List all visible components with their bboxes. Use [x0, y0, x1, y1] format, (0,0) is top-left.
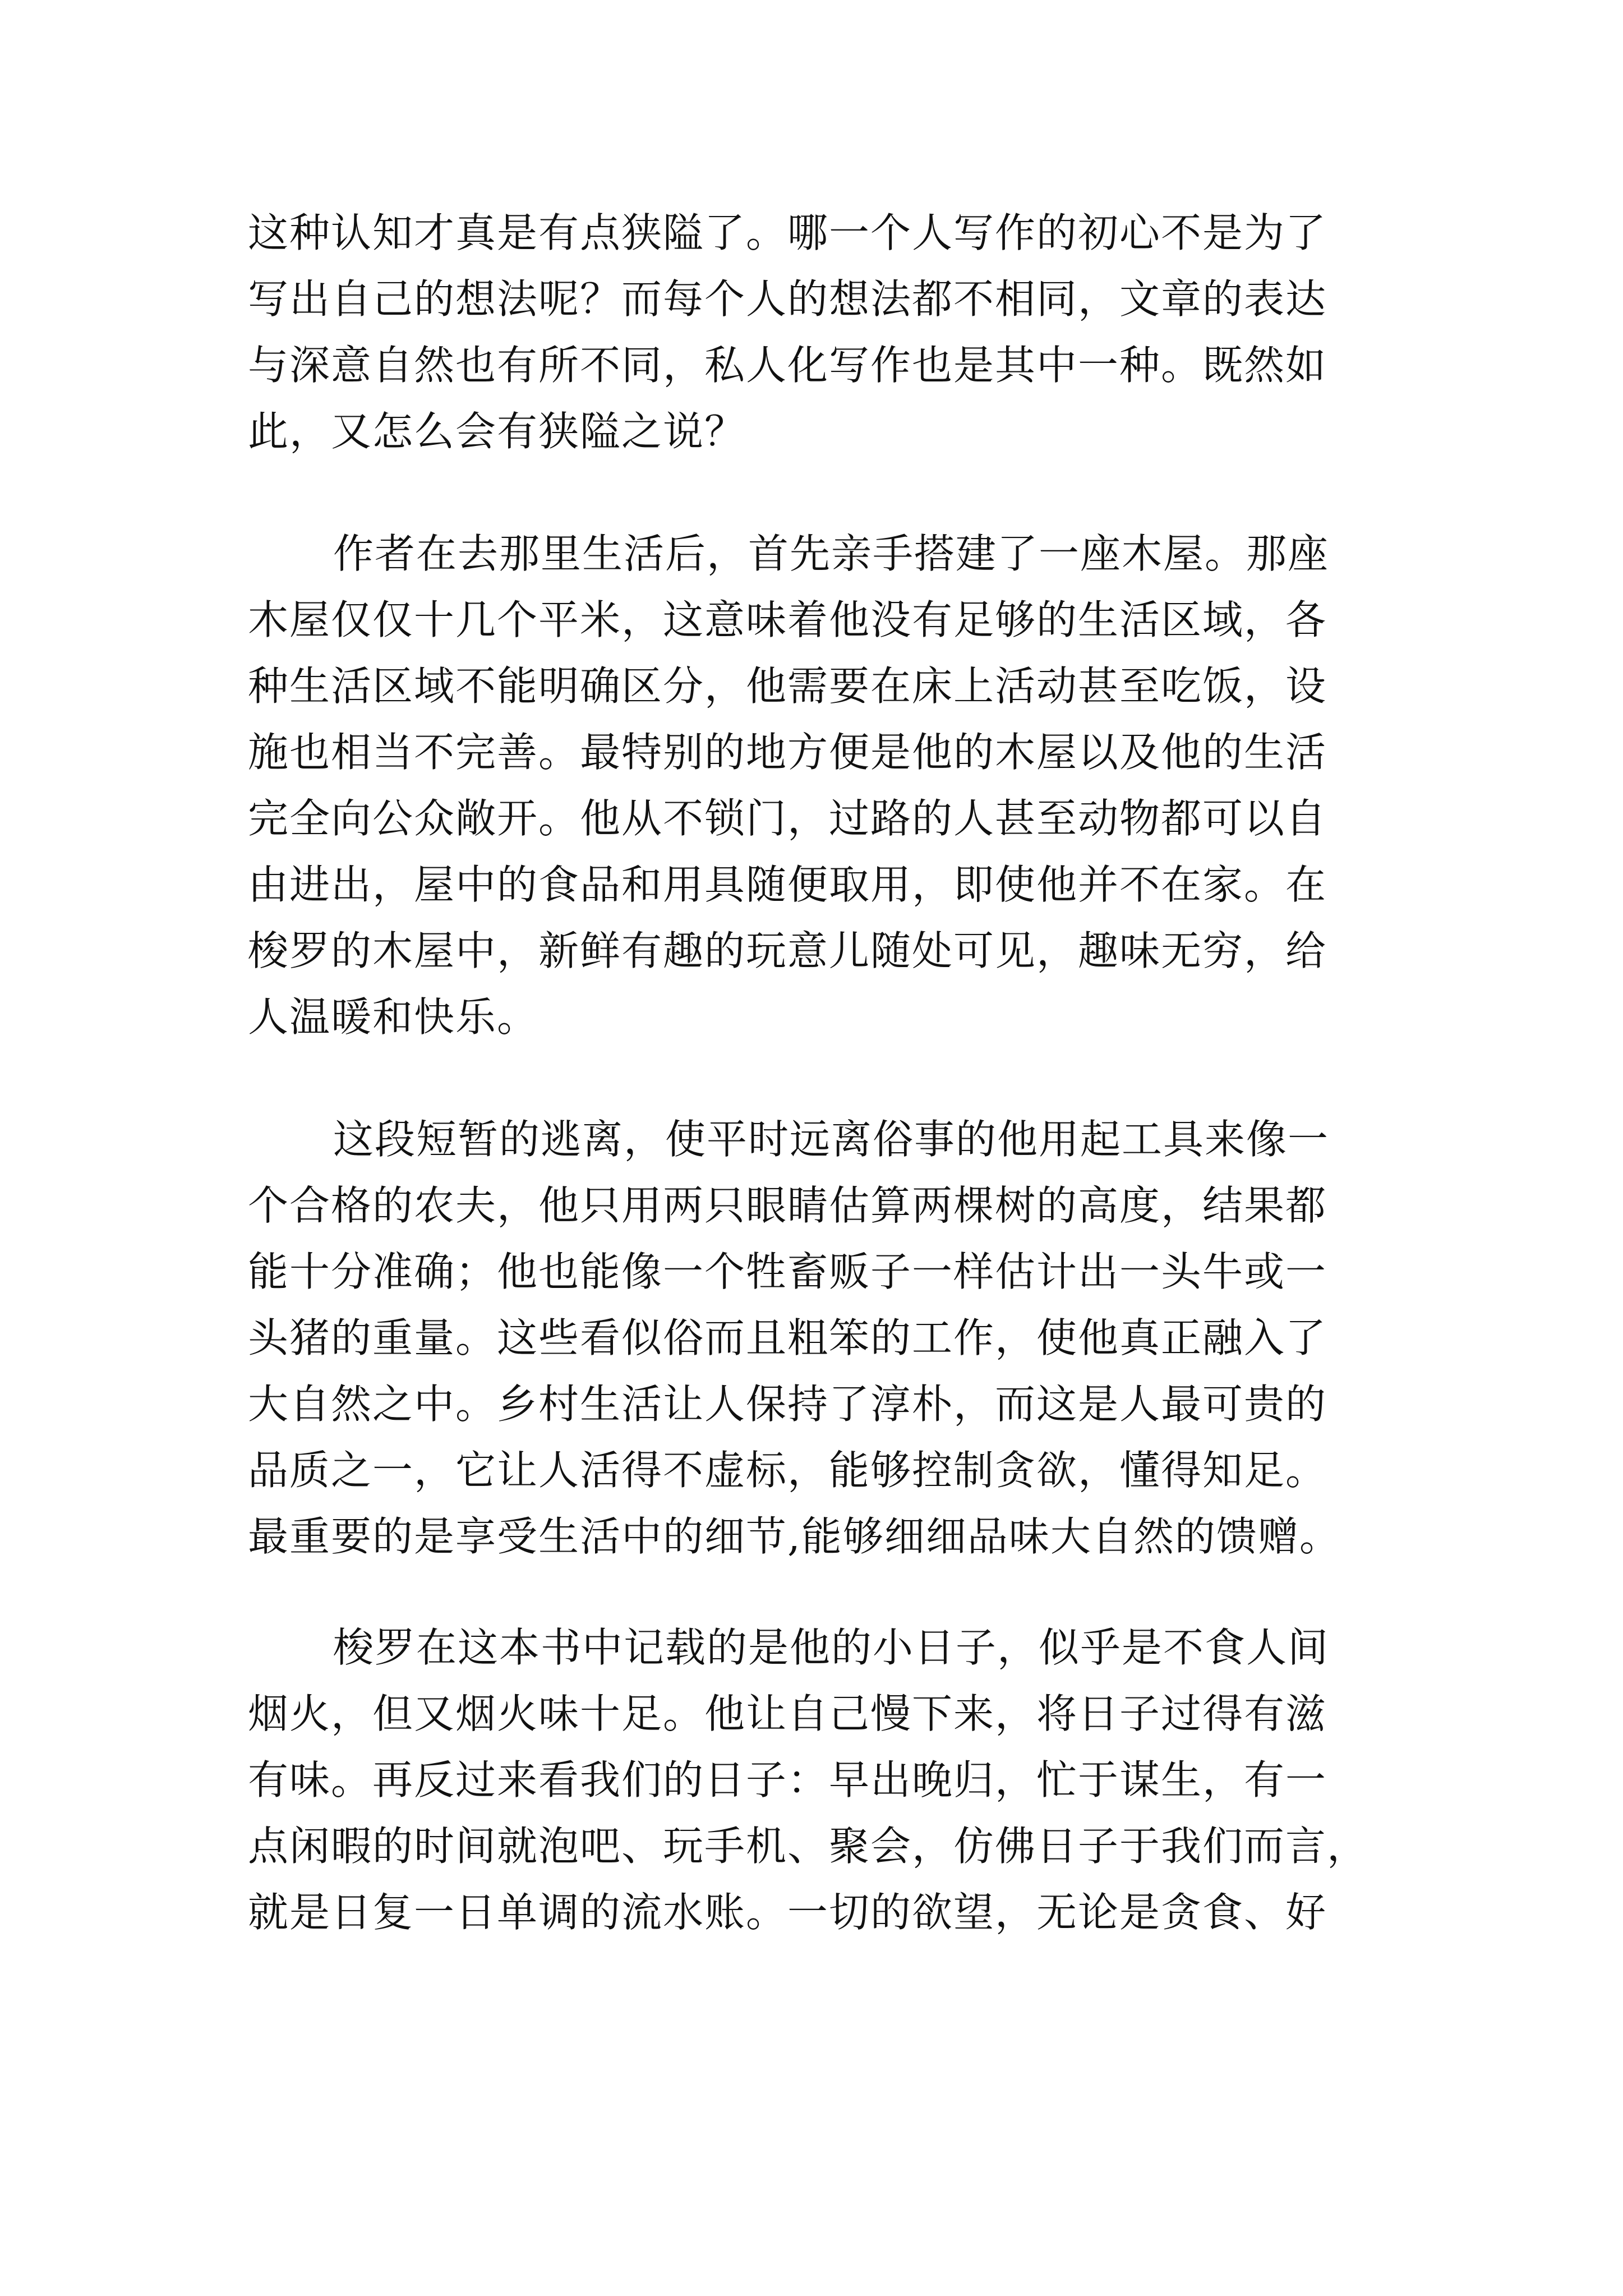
text-line: 种生活区域不能明确区分，他需要在床上活动甚至吃饭，设	[248, 662, 1327, 710]
text-line: 点闲暇的时间就泡吧、玩手机、聚会，仿佛日子于我们而言，	[248, 1823, 1369, 1870]
text-line: 头猪的重量。这些看似俗而且粗笨的工作，使他真正融入了	[248, 1314, 1327, 1361]
text-line: 此，又怎么会有狭隘之说？	[248, 408, 746, 455]
text-line: 由进出，屋中的食品和用具随便取用，即使他并不在家。在	[248, 861, 1327, 908]
text-line: 这种认知才真是有点狭隘了。哪一个人写作的初心不是为了	[248, 209, 1327, 256]
text-line: 烟火，但又烟火味十足。他让自己慢下来，将日子过得有滋	[248, 1690, 1327, 1737]
text-line: 能十分准确；他也能像一个牲畜贩子一样估计出一头牛或一	[248, 1248, 1327, 1295]
paragraph-first-line: 作者在去那里生活后，首先亲手搭建了一座木屋。那座	[333, 530, 1330, 577]
text-line: 个合格的农夫，他只用两只眼睛估算两棵树的高度，结果都	[248, 1182, 1327, 1229]
text-line: 人温暖和快乐。	[248, 993, 539, 1041]
text-line: 施也相当不完善。最特别的地方便是他的木屋以及他的生活	[248, 729, 1327, 776]
text-line: 木屋仅仅十几个平米，这意味着他没有足够的生活区域，各	[248, 596, 1327, 643]
paragraph-first-line: 梭罗在这本书中记载的是他的小日子，似乎是不食人间	[333, 1624, 1330, 1671]
paragraph-first-line: 这段短暂的逃离，使平时远离俗事的他用起工具来像一	[333, 1116, 1330, 1163]
text-line: 大自然之中。乡村生活让人保持了淳朴，而这是人最可贵的	[248, 1381, 1327, 1428]
text-line: 最重要的是享受生活中的细节,能够细细品味大自然的馈赠。	[248, 1513, 1341, 1560]
text-line: 梭罗的木屋中，新鲜有趣的玩意儿随处可见，趣味无穷，给	[248, 927, 1327, 974]
text-line: 与深意自然也有所不同，私人化写作也是其中一种。既然如	[248, 342, 1327, 389]
text-line: 完全向公众敞开。他从不锁门，过路的人甚至动物都可以自	[248, 795, 1327, 842]
text-line: 品质之一，它让人活得不虚标，能够控制贪欲，懂得知足。	[248, 1447, 1327, 1494]
text-line: 就是日复一日单调的流水账。一切的欲望，无论是贪食、好	[248, 1889, 1327, 1936]
text-line: 有味。再反过来看我们的日子：早出晚归，忙于谋生，有一	[248, 1756, 1327, 1803]
text-line: 写出自己的想法呢？而每个人的想法都不相同，文章的表达	[248, 275, 1327, 323]
